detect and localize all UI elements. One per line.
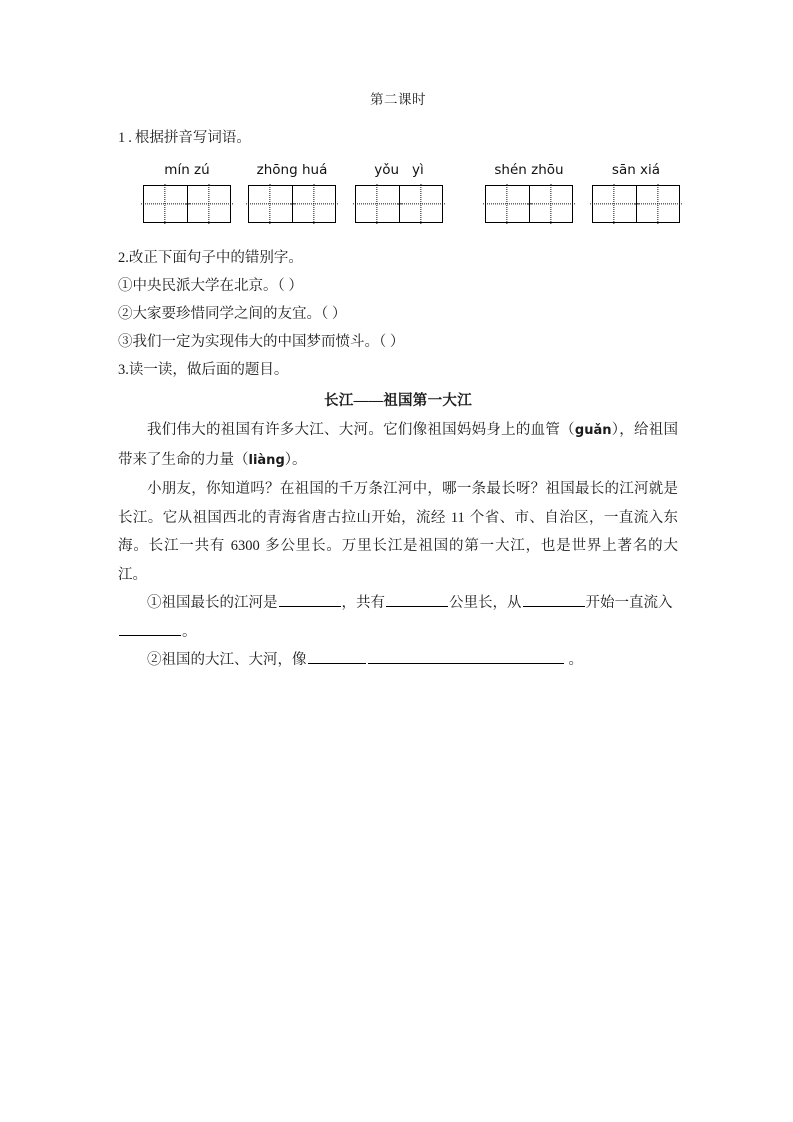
pinyin-group-5 <box>592 162 680 223</box>
exercise2-sentence-3[interactable]: ③我们一定为实现伟大的中国梦而愤斗。（ ） <box>118 334 405 350</box>
passage-p2-text-c: 多公里长。万里长江是祖国的第一大江，也是世界上著名的大江。 <box>118 538 679 583</box>
exercise1-prompt-text: 根据拼音写词语。 <box>134 130 251 146</box>
worksheet-content <box>118 90 678 675</box>
pinyin-label-5: sān xiá <box>611 162 661 178</box>
pinyin-group-3 <box>355 162 443 223</box>
exercise3-prompt <box>118 356 678 384</box>
lesson-title: 第二课时 <box>370 92 426 107</box>
exercise3-number: 3. <box>118 362 129 378</box>
pinyin-group-2 <box>248 162 336 223</box>
tianzi-cell[interactable] <box>636 186 680 222</box>
pinyin-group-1 <box>143 162 231 223</box>
tianzi-cell[interactable] <box>356 186 399 222</box>
exercise2-sentence-2[interactable]: ②大家要珍惜同学之间的友宜。（ ） <box>118 306 347 322</box>
passage-p1-text-a: 我们伟大的祖国有许多大江、大河。它们像祖国妈妈身上的血管（ <box>147 422 575 438</box>
passage-paragraph-1 <box>118 416 678 475</box>
pinyin-group-4 <box>485 162 573 223</box>
pinyin-label-3: yǒu yì <box>374 162 424 178</box>
question1-blank-3[interactable] <box>523 591 585 607</box>
question1-text-d: 开始一直流入 <box>585 595 673 611</box>
tianzi-cell[interactable] <box>593 186 636 222</box>
pinyin-label-2: zhōng huá <box>256 162 328 178</box>
tianzi-cell[interactable] <box>144 186 187 222</box>
question1-text-c: 公里长，从 <box>449 595 522 611</box>
tianzi-grid-2[interactable] <box>248 185 336 223</box>
question1-text-e: 。 <box>182 623 197 640</box>
exercise1-number: 1. <box>118 130 135 146</box>
tianzi-cell[interactable] <box>187 186 231 222</box>
tianzi-grid-5[interactable] <box>592 185 680 223</box>
question1-text-a: ①祖国最长的江河是 <box>147 595 278 611</box>
exercise2-number: 2. <box>118 250 129 266</box>
passage-p2-number-length: 6300 <box>230 538 260 554</box>
tianzi-grid-1[interactable] <box>143 185 231 223</box>
question2-blank-1[interactable] <box>308 648 366 664</box>
passage-p2-number-provinces: 11 <box>450 509 465 526</box>
question1-text-b: ，共有 <box>341 595 385 611</box>
passage-p2-text-b: 个省、市、自治区，一直流入东海。长江一共有 <box>118 509 678 554</box>
exercise2-prompt-text: 改正下面句子中的错别字。 <box>128 250 303 266</box>
pinyin-label-1: mín zú <box>164 162 210 178</box>
passage-p1-pinyin-liang: liàng <box>248 452 285 468</box>
exercise2-sentence-1[interactable]: ①中央民派大学在北京。（ ） <box>118 278 303 294</box>
tianzi-cell[interactable] <box>486 186 529 222</box>
question1-blank-2[interactable] <box>386 591 448 607</box>
question1-blank-4[interactable] <box>119 620 181 636</box>
exercise3-question-1 <box>118 589 678 646</box>
question1-blank-1[interactable] <box>279 591 341 607</box>
tianzi-cell[interactable] <box>399 186 443 222</box>
question2-text-a: ②祖国的大江、大河，像 <box>147 652 307 668</box>
question2-text-b: 。 <box>568 652 583 668</box>
question2-blank-2[interactable] <box>368 648 564 664</box>
exercise2-prompt <box>118 244 678 272</box>
passage-p1-pinyin-guan: guǎn <box>574 423 612 438</box>
exercise3-question-2 <box>118 646 678 675</box>
tianzi-grid-3[interactable] <box>355 185 443 223</box>
tianzi-cell[interactable] <box>529 186 573 222</box>
tianzi-grid-4[interactable] <box>485 185 573 223</box>
pinyin-grid-row <box>118 162 678 244</box>
passage-p2-text-a: 小朋友，你知道吗？在祖国的千万条江河中，哪一条最长呀？祖国最长的江河就是长江。它从祖国西北的青海省唐古拉山开始，流经 <box>118 481 678 526</box>
passage-paragraph-2 <box>118 475 678 589</box>
passage-title: 长江——祖国第一大江 <box>324 393 472 409</box>
tianzi-cell[interactable] <box>249 186 292 222</box>
exercise3-prompt-text: 读一读，做后面的题目。 <box>128 362 289 378</box>
pinyin-label-4: shén zhōu <box>494 162 564 178</box>
tianzi-cell[interactable] <box>292 186 336 222</box>
passage-p1-text-b: ），给祖国带来了生命的力量（ <box>118 422 679 468</box>
exercise1-prompt <box>118 124 678 152</box>
passage-p1-text-c: ）。 <box>284 451 307 468</box>
